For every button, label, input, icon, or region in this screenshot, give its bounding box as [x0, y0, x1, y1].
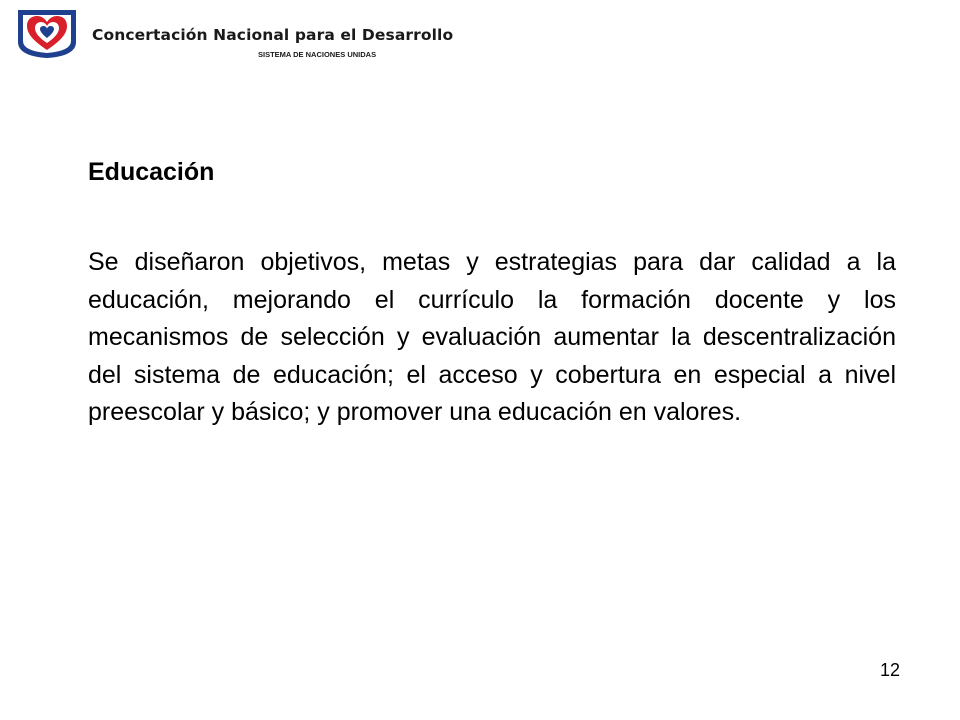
heart-shield-logo-icon: [14, 6, 80, 60]
slide-header: [14, 6, 454, 62]
page-number: 12: [879, 660, 900, 680]
organization-subtitle: SISTEMA DE NACIONES UNIDAS: [258, 50, 377, 59]
slide-body-text: Se diseñaron objetivos, metas y estrategias para dar calidad a la educación, mejorando el currículo la formación docente y los mecanismos de selección y evaluación aumentar la descentralización del sistema de educación; el acceso y cobertura en especial a nivel preescolar y básico; y promover una educación en valores.: [88, 248, 896, 426]
slide-title: Educación: [88, 158, 215, 186]
organization-name: Concertación Nacional para el Desarrollo: [92, 26, 454, 44]
